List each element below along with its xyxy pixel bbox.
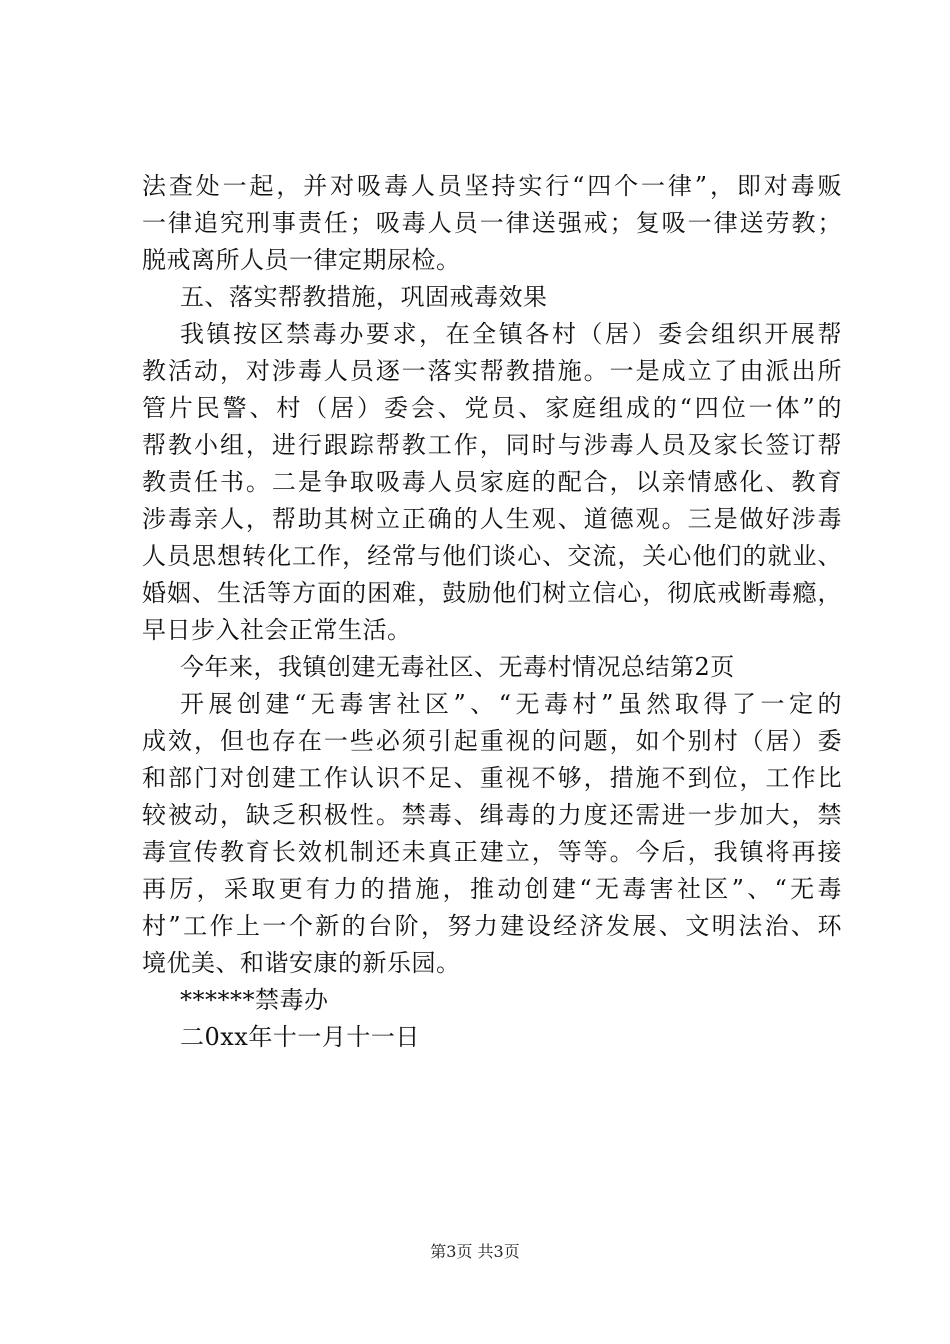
- text-line: ******禁毒办: [180, 986, 329, 1014]
- text-line: 境优美、和谐安康的新乐园。: [142, 949, 461, 977]
- text-line: 今年来，我镇创建无毒社区、无毒村情况总结第2页: [180, 653, 735, 681]
- text-line: 教活动，对涉毒人员逐一落实帮教措施。一是成立了由派出所: [142, 357, 842, 385]
- text-line: 教责任书。二是争取吸毒人员家庭的配合，以亲情感化、教育: [142, 468, 842, 496]
- text-line: 早日步入社会正常生活。: [142, 616, 412, 644]
- text-line: 管片民警、村（居）委会、党员、家庭组成的“四位一体”的: [142, 394, 842, 422]
- text-line: 帮教小组，进行跟踪帮教工作，同时与涉毒人员及家长签订帮: [142, 431, 842, 459]
- text-line: 再厉，采取更有力的措施，推动创建“无毒害社区”、“无毒: [142, 875, 842, 903]
- text-line: 婚姻、生活等方面的困难，鼓励他们树立信心，彻底戒断毒瘾，: [142, 579, 842, 607]
- text-line: 和部门对创建工作认识不足、重视不够，措施不到位，工作比: [142, 764, 842, 792]
- text-line: 较被动，缺乏积极性。禁毒、缉毒的力度还需进一步加大，禁: [142, 801, 842, 829]
- text-line: 我镇按区禁毒办要求，在全镇各村（居）委会组织开展帮: [180, 320, 842, 348]
- document-body: [142, 168, 842, 1056]
- text-line: 人员思想转化工作，经常与他们谈心、交流，关心他们的就业、: [142, 542, 842, 570]
- text-line: 一律追究刑事责任；吸毒人员一律送强戒；复吸一律送劳教；: [142, 209, 842, 237]
- text-line: 法查处一起，并对吸毒人员坚持实行“四个一律”，即对毒贩: [142, 172, 842, 200]
- text-line: 村”工作上一个新的台阶，努力建设经济发展、文明法治、环: [142, 912, 842, 940]
- text-line: 开展创建“无毒害社区”、“无毒村”虽然取得了一定的: [180, 690, 842, 718]
- page-footer: 第3页 共3页: [430, 1242, 520, 1261]
- text-line: 毒宣传教育长效机制还未真正建立，等等。今后，我镇将再接: [142, 838, 842, 866]
- text-line: 五、落实帮教措施，巩固戒毒效果: [180, 283, 548, 311]
- text-line: 涉毒亲人，帮助其树立正确的人生观、道德观。三是做好涉毒: [142, 505, 842, 533]
- text-line: 脱戒离所人员一律定期尿检。: [142, 246, 461, 274]
- text-line: 二0xx年十一月十一日: [180, 1023, 420, 1051]
- text-line: 成效，但也存在一些必须引起重视的问题，如个别村（居）委: [142, 727, 842, 755]
